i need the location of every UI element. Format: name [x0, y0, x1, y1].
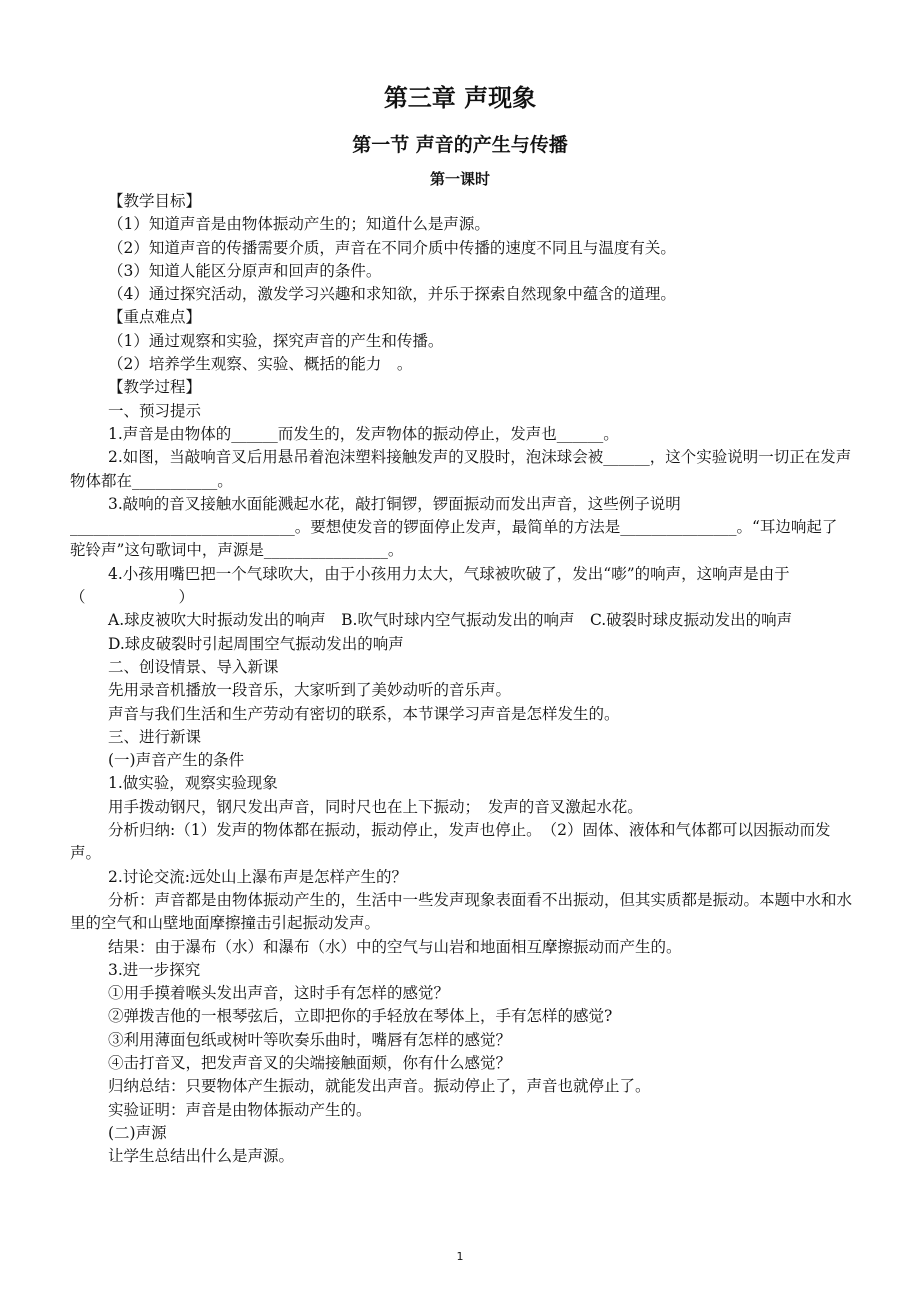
lesson-title: 第一课时 — [429, 170, 490, 188]
paragraph: 2.讨论交流:远处山上瀑布声是怎样产生的？ — [108, 867, 408, 886]
paragraph: 一、预习提示 — [108, 401, 202, 420]
paragraph: 【重点难点】 — [108, 308, 202, 327]
paragraph: （1）知道声音是由物体振动产生的；知道什么是声源。 — [108, 215, 490, 234]
paragraph: 二、创设情景、导入新课 — [108, 657, 279, 676]
paragraph: (一)声音产生的条件 — [108, 751, 245, 770]
paragraph: ④击打音叉，把发声音叉的尖端接触面颊，你有什么感觉？ — [108, 1053, 512, 1072]
paragraph: 实验证明：声音是由物体振动产生的。 — [108, 1100, 372, 1119]
paragraph: D.球皮破裂时引起周围空气振动发出的响声 — [108, 634, 404, 653]
paragraph: 分析归纳:（1）发声的物体都在振动，振动停止，发声也停止。 （2）固体、液体和气体都可以因振动而发声。 — [70, 821, 831, 863]
paragraph: 【教学目标】 — [108, 192, 202, 210]
paragraph: 分析：声音都是由物体振动产生的，生活中一些发声现象表面看不出振动，但其实质都是振动。本题中水和水里的空气和山壁地面摩擦撞击引起振动发声。 — [70, 890, 853, 933]
paragraph: 3.进一步探究 — [108, 960, 201, 979]
paragraph: 三、进行新课 — [108, 727, 202, 746]
paragraph: （3）知道人能区分原声和回声的条件。 — [108, 261, 382, 280]
paragraph: 4.小孩用嘴巴把一个气球吹大，由于小孩用力太大，气球被吹破了，发出“嘭”的响声，这响声是由于（ ） — [70, 564, 790, 607]
paragraph: （2）知道声音的传播需要介质，声音在不同介质中传播的速度不同且与温度有关。 — [108, 238, 676, 257]
paragraph: （4）通过探究活动，激发学习兴趣和求知欲，并乐于探索自然现象中蕴含的道理。 — [108, 285, 676, 304]
paragraph: （1）通过观察和实验，探究声音的产生和传播。 — [108, 331, 444, 350]
paragraph: 用手拨动钢尺，钢尺发出声音，同时尺也在上下振动； 发声的音叉激起水花。 — [108, 797, 643, 816]
paragraph: （2）培养学生观察、实验、概括的能力 。 — [108, 355, 413, 374]
paragraph: (二)声源 — [108, 1123, 167, 1142]
paragraph: 结果：由于瀑布（水）和瀑布（水）中的空气与山岩和地面相互摩擦振动而产生的。 — [108, 937, 682, 956]
section-title: 第一节 声音的产生与传播 — [352, 134, 568, 156]
paragraph: A.球皮被吹大时振动发出的响声 B.吹气时球内空气振动发出的响声 C.破裂时球皮振动发出的响声 — [108, 611, 793, 630]
paragraph: 1.声音是由物体的______而发生的，发声物体的振动停止，发声也______。 — [108, 424, 619, 443]
paragraph: 3.敲响的音叉接触水面能溅起水花，敲打铜锣，锣面振动而发出声音，这些例子说明_____________________________。要想使发音的锣面停止发声，最简单的方法是_______________。“耳边响起了驼铃声”这句歌词中，声源是________________。 — [70, 494, 838, 560]
paragraph: 先用录音机播放一段音乐，大家听到了美妙动听的音乐声。 — [108, 681, 512, 700]
paragraph: 声音与我们生活和生产劳动有密切的联系，本节课学习声音是怎样发生的。 — [108, 704, 620, 723]
paragraph: 2.如图，当敲响音叉后用悬吊着泡沫塑料接触发声的叉股时，泡沫球会被______，这个实验说明一切正在发声物体都在___________。 — [70, 448, 852, 490]
paragraph: 【教学过程】 — [108, 378, 202, 397]
document-body — [70, 190, 852, 1168]
chapter-title: 第三章 声现象 — [383, 84, 537, 112]
paragraph: 让学生总结出什么是声源。 — [108, 1147, 295, 1166]
page-number: 1 — [456, 1250, 464, 1263]
paragraph: ②弹拨吉他的一根琴弦后，立即把你的手轻放在琴体上，手有怎样的感觉? — [108, 1007, 613, 1026]
paragraph: ①用手摸着喉头发出声音，这时手有怎样的感觉？ — [108, 984, 450, 1003]
paragraph: 1.做实验，观察实验现象 — [108, 774, 278, 793]
paragraph: ③利用薄面包纸或树叶等吹奏乐曲时，嘴唇有怎样的感觉？ — [108, 1030, 512, 1049]
paragraph: 归纳总结：只要物体产生振动，就能发出声音。振动停止了，声音也就停止了。 — [108, 1077, 651, 1096]
